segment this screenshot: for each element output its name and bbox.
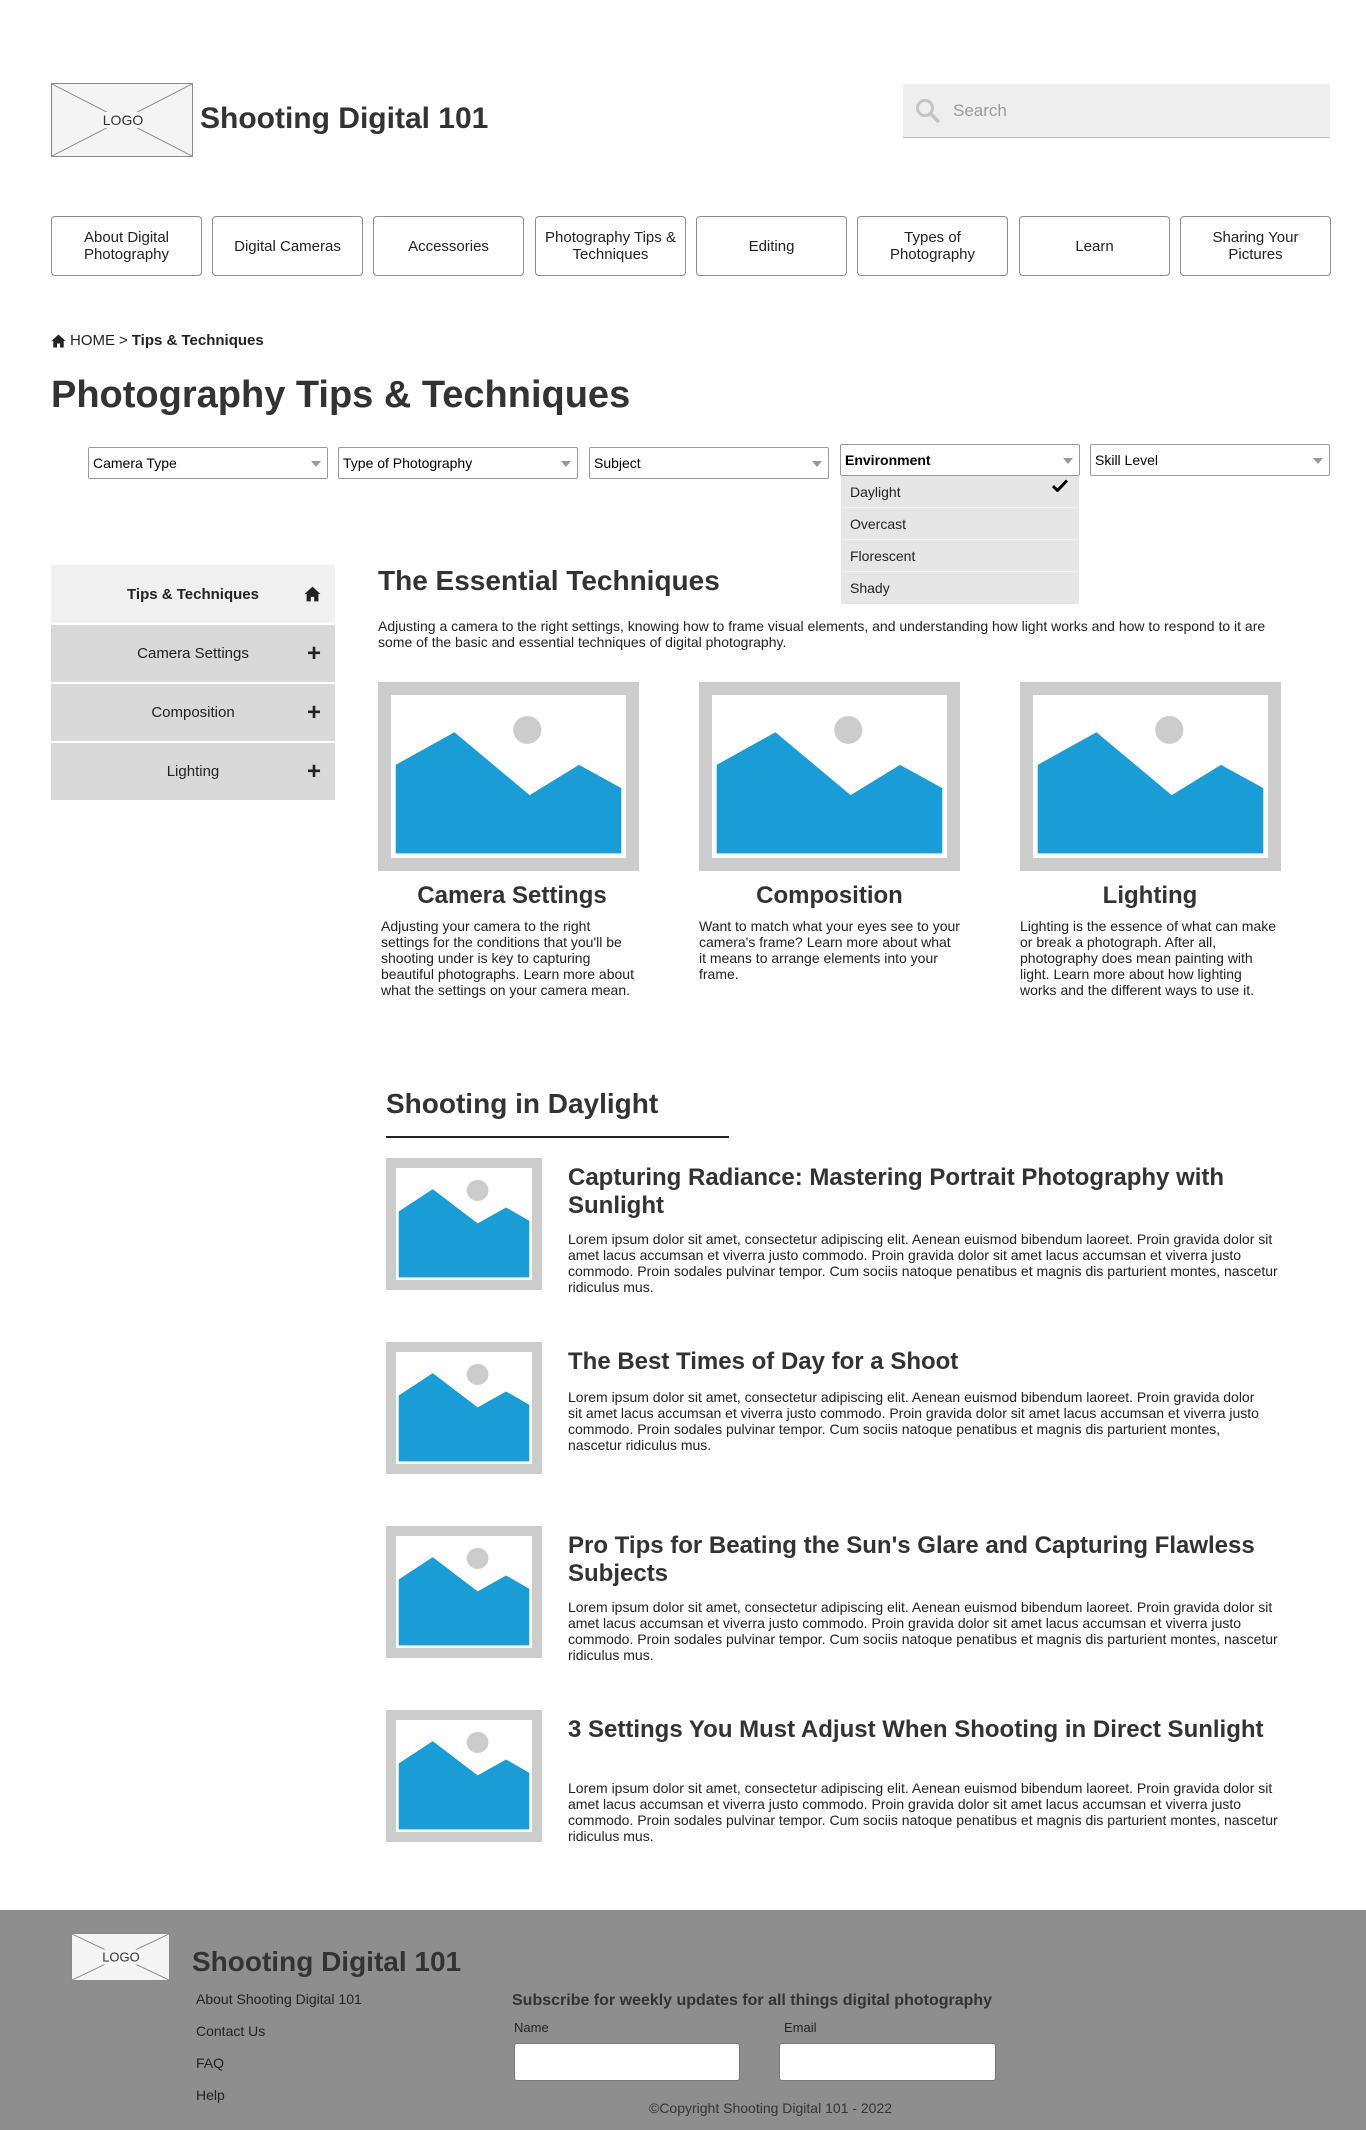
footer-link-help[interactable]: Help [196, 2087, 225, 2103]
article-text: Lorem ipsum dolor sit amet, consectetur adipiscing elit. Aenean euismod bibendum laoreet. Proin gravida dolor sit amet lacus accumsan et viverra justo commodo. Proin gravida dolor sit amet lacus accumsan et viverra justo commodo. Proin sodales pulvinar tempor. Cum sociis natoque penatibus et magnis dis parturient montes, nascetur ridiculus mus. [568, 1389, 1259, 1453]
card-title-composition[interactable]: Composition [756, 882, 903, 909]
nav-types-of-photography[interactable]: Types of Photography [857, 216, 1008, 276]
filter-skill-level-label: Skill Level [1095, 452, 1159, 468]
chevron-down-icon [812, 461, 822, 467]
chevron-down-icon [1063, 458, 1073, 464]
logo[interactable] [51, 83, 193, 157]
search-bar[interactable] [903, 84, 1330, 138]
filter-type-of-photography-label: Type of Photography [343, 455, 473, 471]
sidebar-item-label: Camera Settings [137, 645, 249, 662]
heading-underline [386, 1136, 729, 1138]
search-icon [915, 98, 941, 124]
footer-link-faq[interactable]: FAQ [196, 2055, 225, 2071]
email-label: Email [784, 2020, 817, 2035]
image-placeholder-icon [396, 1168, 532, 1280]
search-input[interactable] [953, 101, 1330, 121]
nav-about-digital-photography[interactable]: About Digital Photography [51, 216, 202, 276]
name-input[interactable] [515, 2044, 739, 2080]
filter-subject[interactable] [589, 447, 829, 479]
filter-type-of-photography[interactable] [338, 447, 578, 479]
image-placeholder-icon [396, 1352, 532, 1464]
card-text-camera-settings: Adjusting your camera to the right settings for the conditions that you'll be shooting under is key to capturing beautiful photographs. Learn more about what the settings on your camera mean. [381, 918, 634, 998]
site-title[interactable]: Shooting Digital 101 [200, 102, 489, 135]
option-label: Florescent [850, 547, 916, 564]
image-placeholder-icon [1033, 695, 1268, 858]
subscribe-heading: Subscribe for weekly updates for all things digital photography [512, 1992, 993, 2009]
footer-logo-text: LOGO [100, 1950, 142, 1965]
environment-option-florescent[interactable] [841, 540, 1079, 572]
chevron-down-icon [1313, 458, 1323, 464]
home-icon [304, 586, 321, 602]
image-placeholder-icon [391, 695, 626, 858]
nav-learn[interactable]: Learn [1019, 216, 1170, 276]
copyright: ©Copyright Shooting Digital 101 - 2022 [649, 2100, 893, 2116]
footer-logo[interactable] [71, 1933, 170, 1981]
nav-editing[interactable]: Editing [696, 216, 847, 276]
article-title[interactable]: The Best Times of Day for a Shoot [568, 1348, 959, 1375]
breadcrumb-separator: > [119, 332, 128, 349]
name-label: Name [514, 2020, 549, 2035]
image-placeholder-icon [712, 695, 947, 858]
option-label: Overcast [850, 515, 907, 532]
sidebar-item-label: Tips & Techniques [127, 585, 259, 603]
article-title[interactable]: Pro Tips for Beating the Sun's Glare and Capturing Flawless Subjects [568, 1532, 1255, 1587]
card-image-camera-settings[interactable] [378, 682, 639, 871]
sidebar-item-camera-settings[interactable] [51, 625, 335, 682]
home-icon[interactable] [51, 334, 66, 348]
card-image-lighting[interactable] [1020, 682, 1281, 871]
card-text-composition: Want to match what your eyes see to your camera's frame? Learn more about what it means to arrange elements into your frame. [699, 918, 960, 982]
article-title[interactable]: 3 Settings You Must Adjust When Shooting in Direct Sunlight [568, 1716, 1264, 1743]
essentials-intro: Adjusting a camera to the right settings, knowing how to frame visual elements, and understanding how light works and how to respond to it are some of the basic and essential techniques of digital photography. [378, 618, 1266, 650]
plus-icon[interactable]: + [306, 639, 321, 667]
email-input[interactable] [780, 2044, 995, 2080]
option-label: Shady [850, 580, 890, 596]
filter-environment-label: Environment [845, 452, 931, 468]
sidebar-item-label: Composition [151, 704, 235, 721]
environment-option-overcast[interactable] [841, 508, 1079, 540]
article-title[interactable]: Capturing Radiance: Mastering Portrait Photography with Sunlight [568, 1164, 1225, 1219]
article-text: Lorem ipsum dolor sit amet, consectetur adipiscing elit. Aenean euismod bibendum laoreet. Proin gravida dolor sit amet lacus accumsan et viverra justo commodo. Proin gravida dolor sit amet lacus accumsan et viverra justo commodo. Proin sodales pulvinar tempor. Cum sociis natoque penatibus et magnis dis parturient montes, nascetur ridiculus mus. [568, 1780, 1278, 1844]
breadcrumb [51, 332, 264, 349]
filter-environment[interactable] [840, 444, 1080, 476]
environment-dropdown-menu [841, 476, 1079, 604]
logo-text: LOGO [102, 112, 144, 128]
nav-photography-tips[interactable]: Photography Tips & Techniques [535, 216, 686, 276]
sidebar-item-tips-techniques[interactable] [51, 565, 335, 623]
footer-link-contact[interactable]: Contact Us [196, 2023, 266, 2039]
card-image-composition[interactable] [699, 682, 960, 871]
plus-icon[interactable]: + [306, 698, 321, 726]
environment-option-shady[interactable] [841, 572, 1079, 604]
name-field[interactable] [514, 2043, 740, 2081]
article-text: Lorem ipsum dolor sit amet, consectetur adipiscing elit. Aenean euismod bibendum laoreet. Proin gravida dolor sit amet lacus accumsan et viverra justo commodo. Proin gravida dolor sit amet lacus accumsan et viverra justo commodo. Proin sodales pulvinar tempor. Cum sociis natoque penatibus et magnis dis parturient montes, nascetur ridiculus mus. [568, 1231, 1278, 1295]
page-title: Photography Tips & Techniques [51, 374, 631, 416]
environment-option-daylight[interactable] [841, 476, 1079, 508]
chevron-down-icon [311, 461, 321, 467]
sidebar-item-composition[interactable] [51, 684, 335, 741]
card-title-lighting[interactable]: Lighting [1102, 882, 1198, 909]
chevron-down-icon [561, 461, 571, 467]
article-thumbnail[interactable] [386, 1158, 542, 1290]
email-field[interactable] [779, 2043, 996, 2081]
filter-camera-type[interactable] [88, 447, 328, 479]
daylight-heading: Shooting in Daylight [386, 1088, 659, 1119]
article-text: Lorem ipsum dolor sit amet, consectetur adipiscing elit. Aenean euismod bibendum laoreet. Proin gravida dolor sit amet lacus accumsan et viverra justo commodo. Proin gravida dolor sit amet lacus accumsan et viverra justo commodo. Proin sodales pulvinar tempor. Cum sociis natoque penatibus et magnis dis parturient montes, nascetur ridiculus mus. [568, 1599, 1278, 1663]
breadcrumb-home-link[interactable]: HOME [70, 332, 115, 349]
article-thumbnail[interactable] [386, 1710, 542, 1842]
filter-camera-type-label: Camera Type [93, 455, 177, 471]
nav-digital-cameras[interactable]: Digital Cameras [212, 216, 363, 276]
nav-sharing-your-pictures[interactable]: Sharing Your Pictures [1180, 216, 1331, 276]
image-placeholder-icon [396, 1720, 532, 1832]
article-thumbnail[interactable] [386, 1526, 542, 1658]
footer-link-about[interactable]: About Shooting Digital 101 [196, 1991, 362, 2007]
card-title-camera-settings[interactable]: Camera Settings [417, 882, 607, 909]
filter-skill-level[interactable] [1090, 444, 1330, 476]
nav-accessories[interactable]: Accessories [373, 216, 524, 276]
sidebar-item-lighting[interactable] [51, 743, 335, 800]
filter-subject-label: Subject [594, 455, 641, 471]
option-label: Daylight [850, 483, 901, 500]
checkmark-icon [1052, 479, 1068, 492]
article-thumbnail[interactable] [386, 1342, 542, 1474]
sidebar-item-label: Lighting [166, 763, 220, 780]
essentials-heading: The Essential Techniques [378, 565, 720, 596]
breadcrumb-current: Tips & Techniques [131, 332, 264, 349]
footer-site-title[interactable]: Shooting Digital 101 [192, 1946, 462, 1977]
plus-icon[interactable]: + [306, 757, 321, 785]
card-text-lighting: Lighting is the essence of what can make or break a photograph. After all, photography does mean painting with light. Learn more about how lighting works and the different ways to use it. [1020, 918, 1277, 998]
image-placeholder-icon [396, 1536, 532, 1648]
